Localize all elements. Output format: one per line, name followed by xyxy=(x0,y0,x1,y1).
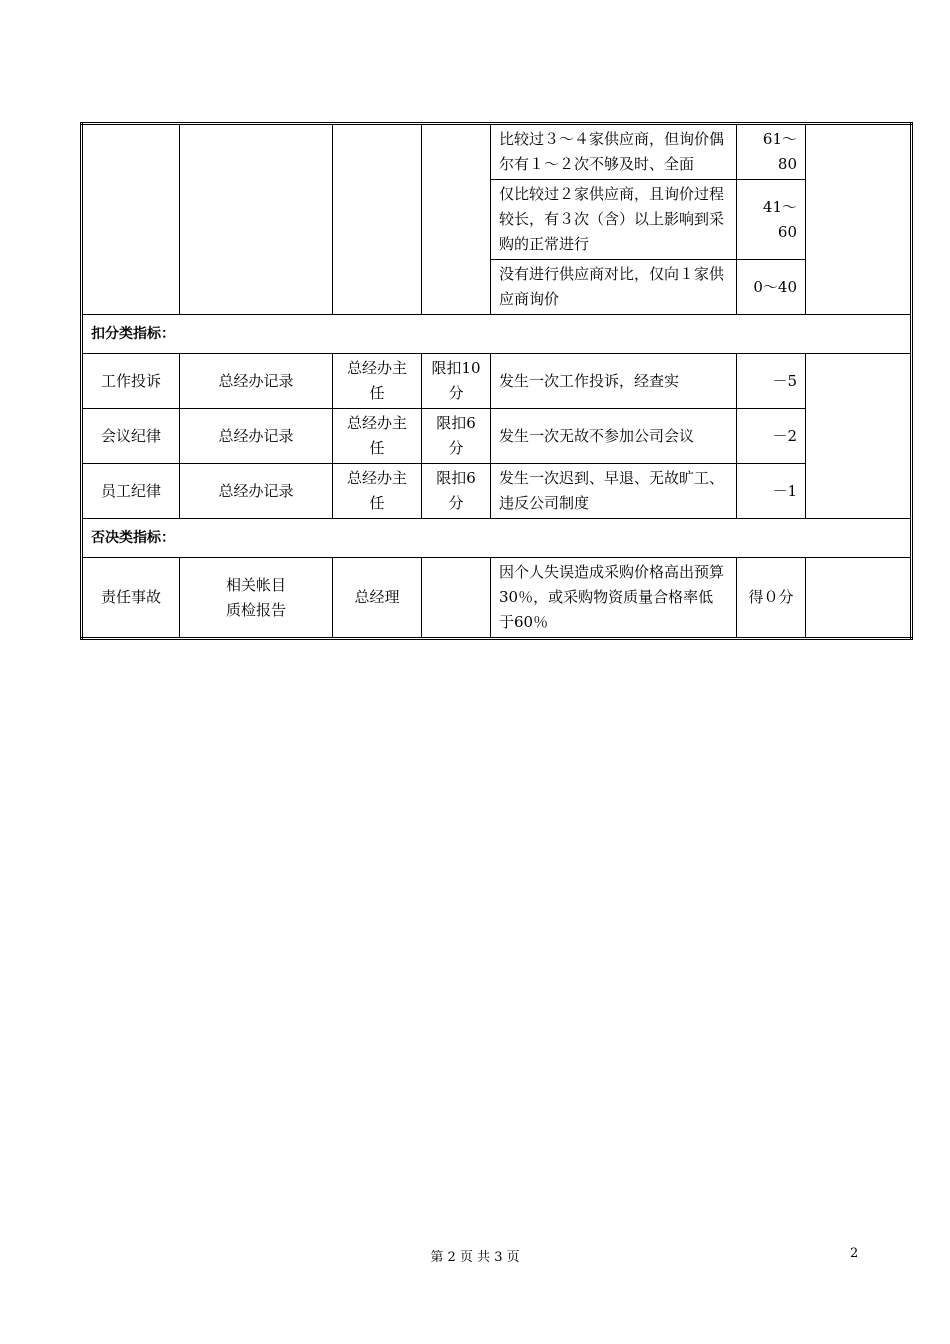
table-row xyxy=(82,558,912,639)
result-cell xyxy=(806,558,912,639)
evaluator: 总经理 xyxy=(333,558,422,639)
indicator-name: 责任事故 xyxy=(82,558,180,639)
data-source: 总经办记录 xyxy=(180,354,333,409)
data-source-line: 质检报告 xyxy=(225,600,286,619)
result-cell xyxy=(806,354,912,519)
score-value: －5 xyxy=(737,354,806,409)
evaluator: 总经办主任 xyxy=(333,354,422,409)
score-value: －2 xyxy=(737,409,806,464)
criteria-description: 仅比较过２家供应商，且询价过程较长，有３次（含）以上影响到采购的正常进行 xyxy=(491,180,737,260)
score-range: 0～40 xyxy=(737,260,806,315)
page-footer: 第 2 页 共 3 页 xyxy=(430,1250,520,1265)
score-value: －1 xyxy=(737,464,806,519)
deduct-limit: 限扣6分 xyxy=(422,464,491,519)
section-title: 否决类指标： xyxy=(82,519,912,558)
evaluator-cell xyxy=(333,124,422,315)
evaluator: 总经办主任 xyxy=(333,409,422,464)
criteria-description: 因个人失误造成采购价格高出预算30％，或采购物资质量合格率低于60％ xyxy=(491,558,737,639)
indicator-name: 会议纪律 xyxy=(82,409,180,464)
kpi-table xyxy=(80,122,913,640)
data-source xyxy=(180,558,333,639)
table-row xyxy=(82,354,912,409)
section-header-deduct xyxy=(82,315,912,354)
section-header-veto xyxy=(82,519,912,558)
indicator-name: 工作投诉 xyxy=(82,354,180,409)
deduct-limit: 限扣6分 xyxy=(422,409,491,464)
data-source-line: 相关帐目 xyxy=(225,575,286,594)
data-source: 总经办记录 xyxy=(180,464,333,519)
page-number: 2 xyxy=(850,1246,859,1261)
score-value: 得０分 xyxy=(737,558,806,639)
criteria-description: 没有进行供应商对比，仅向１家供应商询价 xyxy=(491,260,737,315)
criteria-description: 比较过３～４家供应商，但询价偶尔有１～２次不够及时、全面 xyxy=(491,124,737,180)
result-cell xyxy=(806,124,912,315)
score-range: 41～60 xyxy=(737,180,806,260)
indicator-name: 员工纪律 xyxy=(82,464,180,519)
table-row xyxy=(82,464,912,519)
criteria-description: 发生一次迟到、早退、无故旷工、违反公司制度 xyxy=(491,464,737,519)
section-title: 扣分类指标： xyxy=(82,315,912,354)
table-row xyxy=(82,124,912,180)
criteria-description: 发生一次工作投诉，经查实 xyxy=(491,354,737,409)
evaluator: 总经办主任 xyxy=(333,464,422,519)
deduct-limit: 限扣10分 xyxy=(422,354,491,409)
criteria-description: 发生一次无故不参加公司会议 xyxy=(491,409,737,464)
limit-cell xyxy=(422,124,491,315)
name-cell xyxy=(82,124,180,315)
table-row xyxy=(82,409,912,464)
source-cell xyxy=(180,124,333,315)
score-range: 61～80 xyxy=(737,124,806,180)
data-source: 总经办记录 xyxy=(180,409,333,464)
deduct-limit xyxy=(422,558,491,639)
